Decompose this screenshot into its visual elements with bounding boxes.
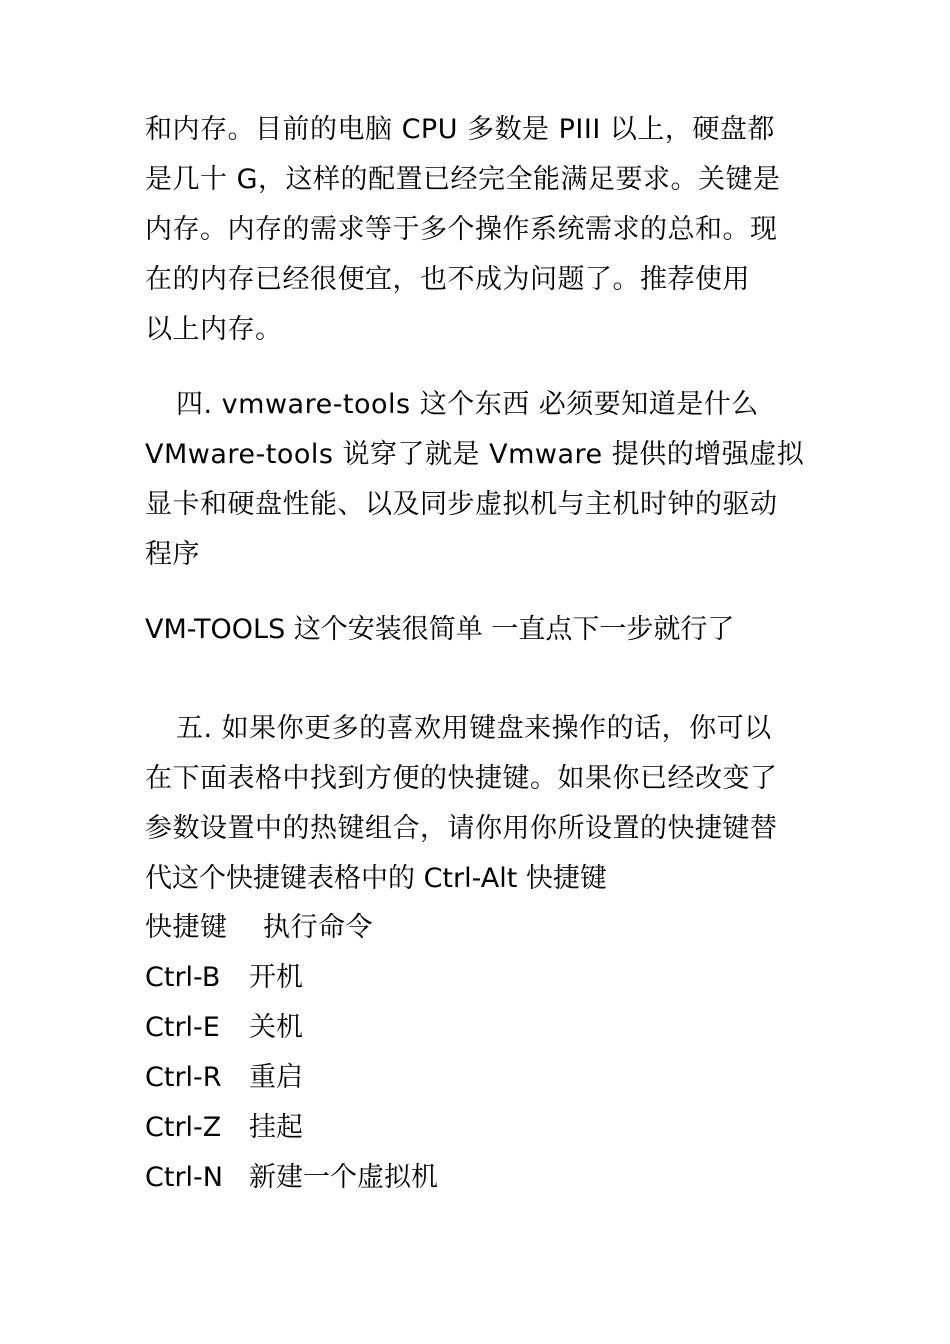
shortcut-row [145,1011,810,1045]
shortcut-command: 新建一个虚拟机 [249,1162,438,1193]
shortcut-command: 挂起 [249,1112,303,1143]
paragraph-memory-line-2: 是几十 G，这样的配置已经完全能满足要求。关键是 [145,164,781,195]
shortcut-command: 开机 [249,962,303,993]
shortcut-key: Ctrl-B [145,962,221,993]
shortcut-row [145,1111,810,1145]
shortcut-key: Ctrl-Z [145,1112,222,1143]
paragraph-memory-line-3: 内存。内存的需求等于多个操作系统需求的总和。现 [145,214,778,245]
shortcut-row [145,1161,810,1195]
shortcut-command: 重启 [249,1062,303,1093]
section-shortcuts-line-2: 在下面表格中找到方便的快捷键。如果你已经改变了 [145,763,778,794]
section-vmware-tools-line-1: 四. vmware-tools 这个东西 必须要知道是什么 [176,389,759,420]
section-vmware-tools-line-4: 程序 [145,539,200,570]
paragraph-memory-line-5: 以上内存。 [145,314,283,345]
section-vmware-tools-line-2: VMware-tools 说穿了就是 Vmware 提供的增强虚拟 [145,439,805,470]
shortcut-command: 关机 [249,1012,303,1043]
shortcut-key: Ctrl-E [145,1012,220,1043]
section-vmware-tools-line-3: 显卡和硬盘性能、以及同步虚拟机与主机时钟的驱动 [145,489,778,520]
shortcut-header-key: 快捷键 [145,912,228,943]
paragraph-memory-line-1: 和内存。目前的电脑 CPU 多数是 PIII 以上，硬盘都 [145,114,775,145]
paragraph-memory-line-4: 在的内存已经很便宜，也不成为问题了。推荐使用 [145,264,750,295]
shortcut-key: Ctrl-R [145,1062,222,1093]
vm-tools-install-note: VM-TOOLS 这个安装很简单 一直点下一步就行了 [145,614,735,645]
section-shortcuts-line-1: 五. 如果你更多的喜欢用键盘来操作的话，你可以 [176,713,772,744]
shortcut-row [145,961,810,995]
section-shortcuts-line-4: 代这个快捷键表格中的 Ctrl-Alt 快捷键 [145,863,607,894]
section-shortcuts-line-3: 参数设置中的热键组合，请你用你所设置的快捷键替 [145,813,778,844]
shortcut-row [145,1061,810,1095]
shortcut-key: Ctrl-N [145,1162,223,1193]
shortcut-table-header [145,911,810,945]
shortcut-header-command: 执行命令 [263,912,373,943]
